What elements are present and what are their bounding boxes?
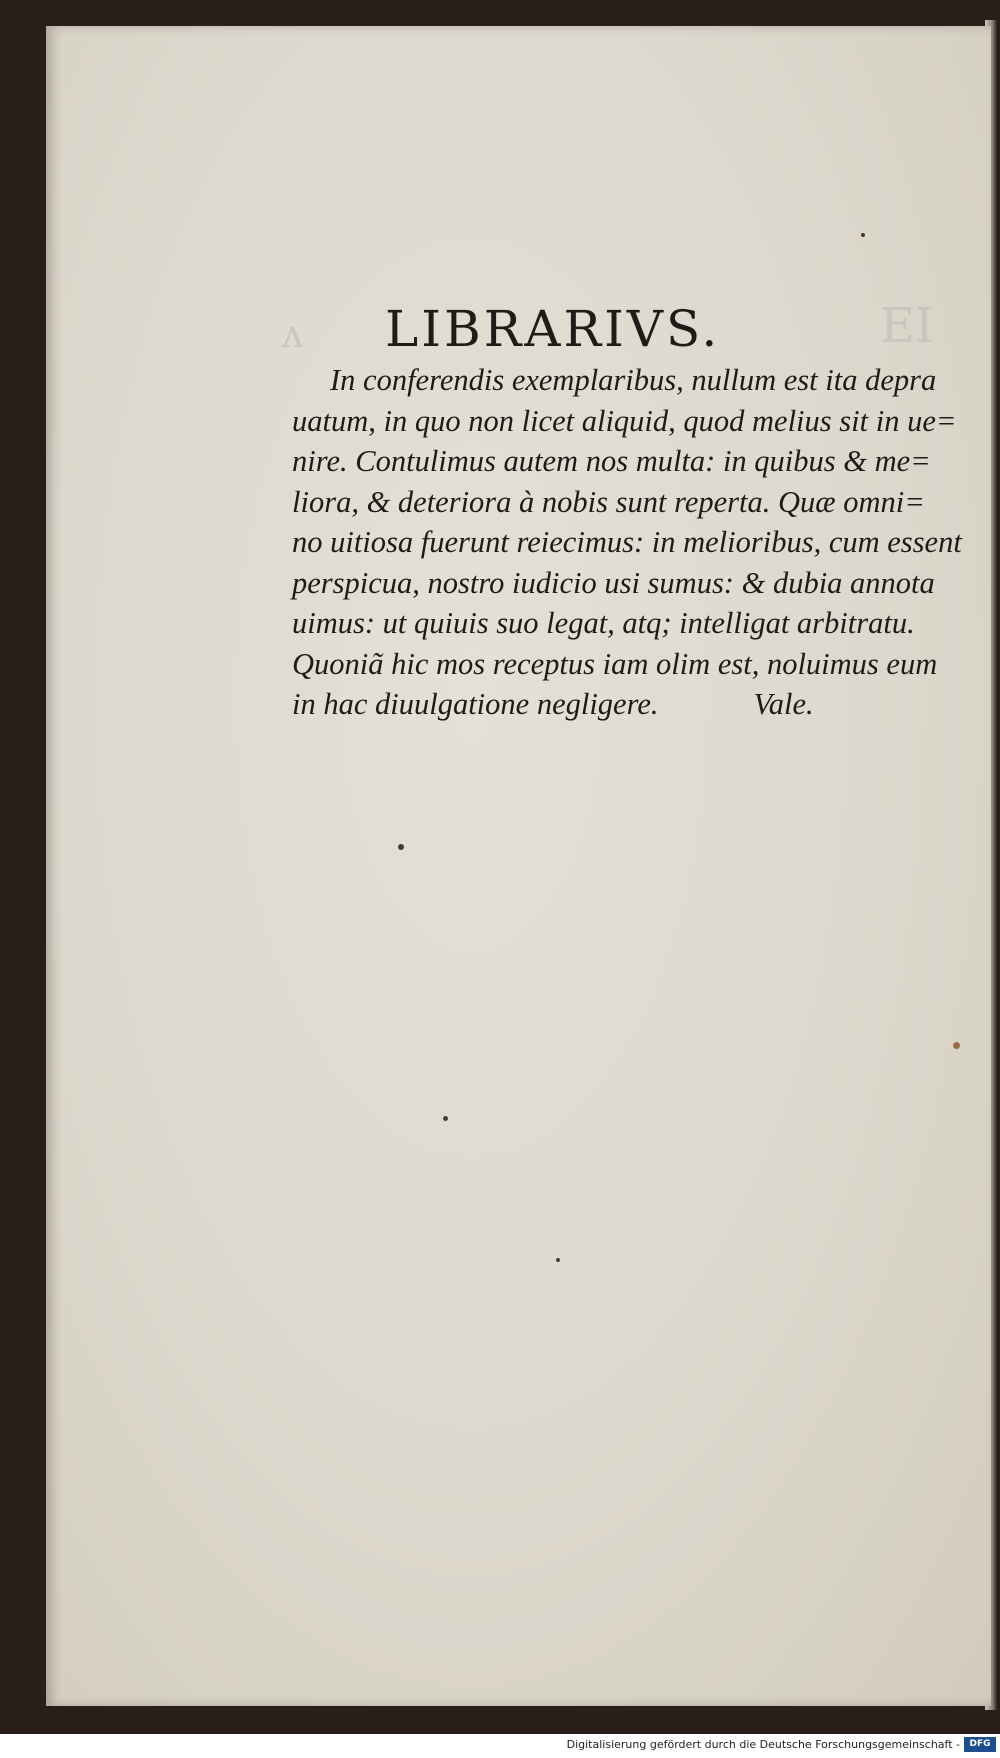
paper-speck bbox=[556, 1258, 560, 1262]
text-line-last bbox=[292, 684, 922, 725]
book-page bbox=[46, 26, 991, 1706]
show-through-text: EI bbox=[880, 298, 934, 354]
text-line: liora, & deteriora à nobis sunt reperta. Quæ omni= bbox=[292, 484, 925, 519]
paper-speck bbox=[443, 1116, 448, 1121]
paper-speck bbox=[953, 1042, 960, 1049]
text-line: uatum, in quo non licet aliquid, quod melius sit in ue= bbox=[292, 403, 957, 438]
text-line: perspicua, nostro iudicio usi sumus: & dubia annota bbox=[292, 565, 935, 600]
body-text bbox=[292, 360, 962, 725]
show-through-mark: ʌ bbox=[282, 312, 304, 356]
closing-vale: Vale. bbox=[753, 687, 814, 721]
text-line: no uitiosa fuerunt reiecimus: in melioribus, cum essent bbox=[292, 525, 962, 559]
text-line: nire. Contulimus autem nos multa: in quibus & me= bbox=[292, 444, 931, 478]
text-line: In conferendis exemplaribus, nullum est ita depra bbox=[330, 363, 937, 397]
digitization-footer bbox=[0, 1734, 1000, 1758]
text-line: in hac diuulgatione negligere. bbox=[292, 687, 659, 721]
footer-credit: Digitalisierung gefördert durch die Deutsche Forschungsgemeinschaft - bbox=[566, 1738, 960, 1751]
paper-speck bbox=[861, 233, 865, 237]
text-line: uimus: ut quiuis suo legat, atq; intelligat arbitratu. bbox=[292, 606, 915, 640]
dfg-logo-icon: DFG bbox=[964, 1737, 996, 1752]
page-heading: LIBRARIVS. bbox=[385, 300, 721, 358]
paper-speck bbox=[398, 844, 404, 850]
text-line: Quoniã hic mos receptus iam olim est, noluimus eum bbox=[292, 646, 938, 681]
